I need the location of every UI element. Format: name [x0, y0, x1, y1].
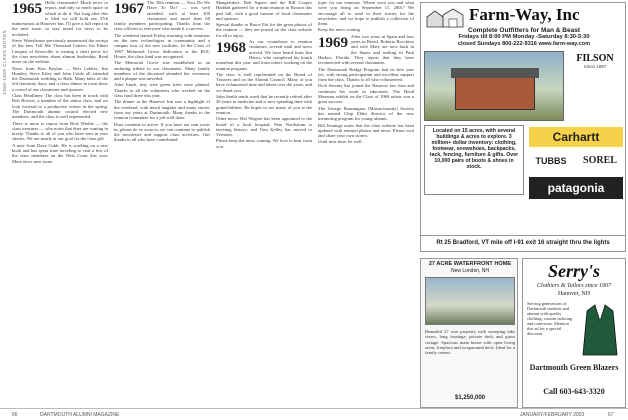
note-paragraph: Bill Jennings notes that the class website has been updated with reunion photos and news. Please visit and share your own stories. — [318, 122, 414, 139]
serrys-sub: Clothiers & Tailors since 1907 — [536, 283, 612, 289]
note-paragraph: The Memorial Grove was established as an enduring tribute to our classmates. Many family members of the deceased attended the ceremony and a plaque was unveiled. — [114, 60, 210, 82]
note-paragraph: topic for our reunions. Where were you and what were you doing on September 11, 2001? We encourage all to send in their stories for the newsletter, and we hope to publish a collection of them. — [318, 0, 414, 27]
class-year-heading: 1969 — [318, 34, 348, 51]
waterfront-price: $1,250,000 — [454, 395, 486, 401]
note-paragraph: Until next time, be well. — [318, 139, 363, 145]
waterfront-title: 27 ACRE WATERFRONT HOME — [428, 261, 512, 267]
store-building — [455, 76, 535, 110]
note-paragraph: News from Ken Boylan — Bert Lekker, Jim Huntley, Steve Kiley and John Cuttle all attended the Dartmouth wedding in Bath. Many tales of the old fraternity days; and a class dinner in town drew a crowd of our classmates and spouses. — [12, 65, 108, 92]
note-paragraph: Dues continue to arrive. If you have not sent yours in, please do so soon so we can continue to publish the newsletter and support class activities. Our thanks to all who have contributed. — [114, 121, 210, 143]
note-paragraph: The George Bonnington [Massachusetts] Society has named Chip Elder director of the new mentoring program for young alumni. — [318, 105, 414, 122]
class-year-heading: 1967 — [114, 1, 144, 17]
waterfront-body: Beautiful 27 acre property with sweeping lake views, long frontage, private dock and guest cottage. Spacious main house with open living areas, fireplace and wraparound deck. Ideal for a family retreat. — [425, 329, 515, 356]
right-page-number: 67 — [608, 412, 614, 418]
note-paragraph: Other news: Hal Wegner has been appointed to the board of a local hospital; Pete Nordstrom is teaching history; and Tom Kelley has moved to Vermont. — [216, 116, 312, 138]
note-paragraph: John Smith sends word that he recently retired after 30 years in medicine and is now spending time with grandchildren. He hopes to see many of you at the reunion. — [216, 94, 312, 115]
farmway-ad — [420, 2, 626, 252]
note-paragraph: There is more to report from Rick Winkle — the class treasurer — who notes that dues are coming in nicely. Thanks to all of you who have sent in your checks. We are nearly at our goal for the class gift. — [12, 120, 108, 142]
note-paragraph: The dinner at the Hanover Inn was a highlight of the weekend, with much laughter and many stories from our years at Dartmouth. Many thanks to the reunion committee for a job well done. — [114, 99, 210, 121]
note-paragraph: Hello classmates! Much news to report, and only so much space in which to do it. Not long after this is filed we will hold our 37th minireunion at Hanover Inn. I'll give a full report in the next issue, so stay tuned for news to be included. — [12, 0, 108, 37]
note-paragraph: Mangelsdorf, Bob Sapers and the Bill Cooper Haddad gathered for a mini-reunion in Boston this past fall, with a good turnout of local classmates and spouses. — [216, 0, 312, 21]
blazer-image — [579, 301, 621, 357]
store-roof — [451, 68, 539, 78]
note-paragraph: Keep the news coming. — [318, 27, 362, 33]
note-paragraph: The 35th reunion — Now Do We Have To Do? — was well attended, with at least 100 classmates and more than 60 family members participating. Thanks from the class officers to everyone who made it a success. — [114, 0, 210, 32]
filson-logo — [567, 53, 623, 93]
filson-sub: Since 1897 — [583, 64, 607, 69]
notes-column-1967 — [114, 0, 210, 408]
farmway-store-photo — [424, 51, 564, 121]
serrys-blazers: Dartmouth Green Blazers — [529, 363, 619, 372]
note-paragraph: Class Headlines: The class has been in touch with Bob Hoover, a member of the senior class, and we look forward to a productive retreat in the spring. The Dartmouth alumni council elected new members, and the class is well represented. — [12, 93, 108, 120]
notes-column-1965 — [12, 0, 108, 408]
note-paragraph: A note from Dave Cobb: He is working on a new book and has spent time traveling to visit a few of the class members on the West Coast this year. More news next issue. — [12, 142, 108, 164]
left-page-number: 66 — [12, 412, 18, 418]
class-year-heading: 1968 — [216, 40, 246, 57]
farmway-line2: Fridays till 8:00 PM Monday -Saturday 8:30-5:30 — [458, 34, 590, 40]
note-paragraph: The Dartmouth Bridge Program had its best year yet, with strong participation and excellent support from the class. Thanks to all who volunteered. — [318, 66, 414, 83]
class-year-heading: 1965 — [12, 1, 42, 17]
notes-column-1968 — [216, 0, 312, 408]
farm-barn-icon — [425, 7, 465, 29]
farmway-line1: Complete Outfitters for Man & Beast — [468, 27, 580, 34]
note-paragraph: The class is well represented on the Board of Trustees and on the Alumni Council. Many of you have volunteered time and talent over the years, and we thank you. — [216, 71, 312, 93]
farmway-header — [421, 3, 625, 49]
serrys-ad — [522, 258, 626, 408]
note-paragraph: Steve Waterhouse previously announced the receipt of the new Tell Me Thousand Letters; his Elmer Linquist of Knoxville is writing a short piece for the class newsletter about alumni leadership. Read more on the website. — [12, 38, 108, 65]
note-paragraph: Dick Seremy has joined the Hanover law firm and continues his work in education. The Hood Museum exhibit on the Class of 1969 artists was a great success. — [318, 83, 414, 105]
carhartt-logo: Carhartt — [529, 127, 623, 147]
filson-label: FILSON — [576, 53, 614, 64]
note-paragraph: After lunch, tiny wise green trees were planted. Thanks to all the volunteers who worked on the class fund drive this year. — [114, 82, 210, 99]
farmway-name: Farm-Way, Inc — [469, 5, 580, 24]
right-footer-date: JANUARY/FEBRUARY 2003 — [520, 412, 585, 418]
note-paragraph: As our countdown to reunion continues, several mail and news arrived. We have heard from Jim Harris, who completed his fourth marathon this year, and from others working on the reunion program. — [216, 39, 312, 71]
sorel-logo: SOREL — [583, 155, 617, 166]
note-paragraph: Special thanks to Bruce Pitt for the great photos of the reunion — they are posted on the class website for all to enjoy. — [216, 22, 312, 38]
waterfront-photo — [425, 277, 515, 325]
serrys-name: Serry's — [547, 261, 600, 281]
farmway-footer: Rt 25 Bradford, VT mile off I-91 exit 16 straight thru the lights — [421, 235, 625, 249]
note-paragraph: The weekend started Friday morning with seminars on the new technologies in community and a campus tour of the new facilities. In the Class of 1967 Memorial Grove dedication at the BOC House, the class fund was recognized. — [114, 32, 210, 59]
farmway-line3: closed Sundays 800-222-9316 www.farm-way.com — [457, 41, 591, 47]
waterfront-sub: New London, NH — [450, 268, 490, 274]
tubbs-logo: TUBBS — [535, 156, 567, 166]
notes-column-1969 — [318, 0, 414, 408]
left-footer-title: DARTMOUTH ALUMNI MAGAZINE — [40, 412, 120, 418]
serrys-small: Serving generations of Dartmouth students and alumni with quality clothing, custom tailoring and outerwear. Mention this ad for a special discount. — [527, 301, 573, 336]
waterfront-ad — [420, 258, 518, 408]
note-paragraph: Please keep the news coming. We love to hear from you. — [216, 138, 312, 149]
note-paragraph: After two years in Spain and four years in Brazil, Roberto Bocchino and wife Mary are now back in the States and settling in Park Harbor, Florida. They report that they have reconnected with several classmates. — [318, 33, 414, 66]
farmway-located-box: Located on 15 acres, with several buildings & acres to explore. 3 million+ dollar inventory: clothing, footwear, snowshoes, backpacks, tack, fencing, furniture & gifts. Over 10,000 pairs of boots & shoes in stock. — [424, 125, 524, 195]
page-footer — [0, 408, 628, 420]
side-label: 1960-1969 CLASS NOTES — [2, 30, 7, 95]
serrys-phone: Call 603-643-3320 — [543, 387, 605, 396]
serrys-location: Hanover, NH — [557, 291, 591, 297]
patagonia-logo: patagonia — [529, 177, 623, 199]
